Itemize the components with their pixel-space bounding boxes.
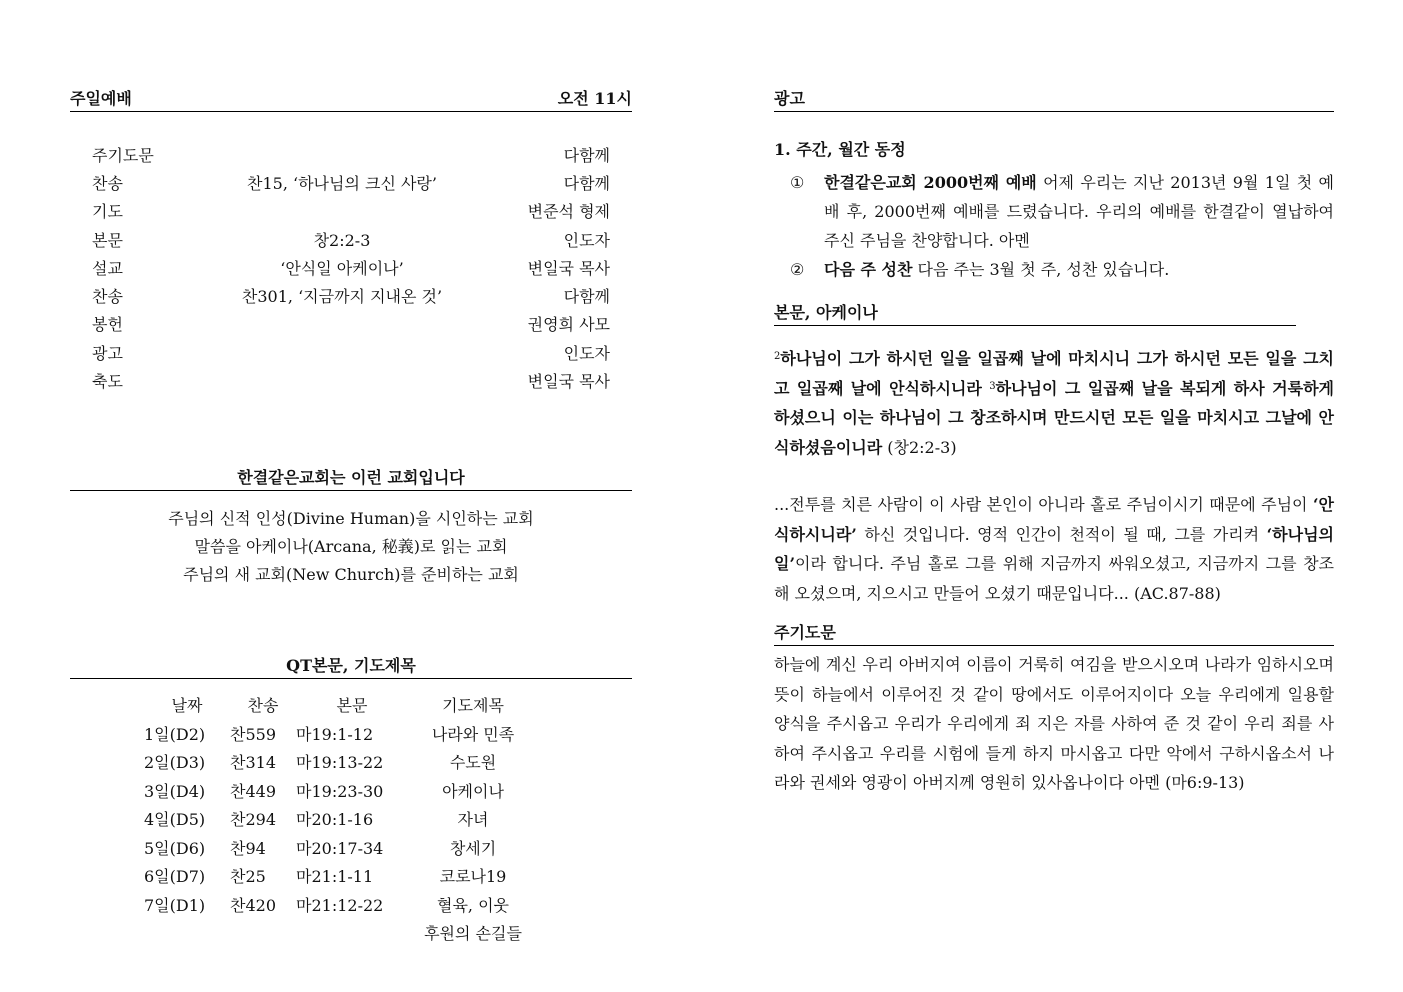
- arcana-header: [774, 302, 1296, 326]
- qt-date: 6일(D7): [144, 867, 206, 887]
- qt-col-prayer: 기도제목: [442, 696, 504, 716]
- order-item: 찬송: [92, 173, 123, 193]
- table-row: [144, 748, 538, 777]
- order-leader: 변준석 형제: [527, 202, 610, 222]
- order-row: [70, 338, 632, 366]
- qt-text: [296, 919, 408, 948]
- order-leader: 다함께: [563, 173, 610, 193]
- order-row: [70, 197, 632, 225]
- order-item: 축도: [92, 372, 123, 392]
- qt-date: 2일(D3): [144, 753, 206, 773]
- qt-date: 5일(D6): [144, 838, 206, 858]
- qt-hymn: 찬420: [230, 895, 276, 915]
- order-item: 찬송: [92, 287, 123, 307]
- lords-prayer-text: 하늘에 계신 우리 아버지여 이름이 거룩히 여김을 받으시오며 나라가 임하시오며 뜻이 하늘에서 이루어진 것 같이 땅에서도 이루어지이다 오늘 우리에게 일용할 양식을 주시옵고 우리가 우리에게 죄 지은 자를 사하여 준 것 같이 우리 죄를 사하여 주시옵고 우리를 시험에 들게 하지 마시옵고 다만 악에서 구하시옵소서 나라와 권세와 영광이 아버지께 영원히 있사옵나이다 아멘 (마6:9-13): [774, 655, 1334, 792]
- order-text: ‘안식일 아케이나’: [280, 258, 404, 278]
- qt-hymn: [230, 919, 296, 948]
- news-subtitle: 1. 주간, 월간 동정: [774, 140, 906, 159]
- order-leader: 인도자: [563, 343, 610, 363]
- qt-date: [144, 919, 230, 948]
- qt-header: [70, 655, 632, 679]
- qt-prayer: 수도원: [449, 753, 497, 773]
- qt-text: 마19:13-22: [296, 753, 384, 773]
- qt-col-hymn: 찬송: [247, 696, 279, 716]
- order-leader: 변일국 목사: [527, 258, 610, 278]
- qt-prayer: 혈육, 이웃: [437, 895, 509, 915]
- news-header: [774, 88, 1334, 112]
- order-leader: 인도자: [563, 230, 610, 250]
- qt-prayer: 창세기: [449, 838, 497, 858]
- commentary-text: 이라 합니다. 주님 홀로 그를 위해 지금까지 싸워오셨고, 지금까지 그를 창조해 오셨으며, 지으시고 만들어 오셨기 때문입니다... (AC.87-88): [774, 554, 1334, 603]
- qt-prayer: 후원의 손길들: [424, 924, 522, 944]
- qt-prayer: 코로나19: [439, 867, 507, 887]
- order-leader: 권영희 사모: [527, 315, 610, 335]
- news-item: [790, 168, 1334, 255]
- qt-hymn: 찬449: [230, 781, 276, 801]
- order-row: [70, 168, 632, 196]
- verse-number: 2: [774, 351, 781, 362]
- table-row: [144, 919, 538, 948]
- right-column: [774, 88, 1334, 798]
- table-row: [144, 862, 538, 891]
- commentary-emphasis: ‘하나님의 일’: [774, 524, 1334, 573]
- qt-text: 마21:1-11: [296, 867, 374, 887]
- news-item-number: ②: [790, 260, 805, 279]
- news-item-text: 어제 우리는 지난 2013년 9월 1일 첫 예배 후, 2000번째 예배를 드렸습니다. 우리의 예배를 한결같이 열납하여 주신 주님을 찬양합니다. 아멘: [824, 173, 1335, 250]
- order-leader: 변일국 목사: [527, 372, 610, 392]
- table-row: [144, 805, 538, 834]
- news-item-text: 다음 주는 3월 첫 주, 성찬 있습니다.: [912, 260, 1170, 279]
- left-column: [70, 88, 632, 947]
- qt-text: 마19:1-12: [296, 724, 374, 744]
- qt-prayer: 자녀: [457, 810, 489, 830]
- service-order: [70, 140, 632, 395]
- identity-line: 말씀을 아케이나(Arcana, 秘義)로 읽는 교회: [194, 536, 508, 556]
- qt-prayer: 나라와 민족: [431, 724, 515, 744]
- news-item-body: [824, 168, 1334, 255]
- qt-hymn: 찬559: [230, 724, 276, 744]
- commentary-emphasis: ‘안식하시니라’: [774, 495, 1334, 544]
- qt-hymn: 찬25: [230, 867, 266, 887]
- order-row: [70, 253, 632, 281]
- qt-date: 1일(D2): [144, 724, 206, 744]
- commentary-text: 하신 것입니다. 영적 인간이 천적이 될 때, 그를 가리켜: [856, 524, 1267, 544]
- news-title: 광고: [774, 89, 805, 108]
- prayer-header: [774, 622, 1334, 646]
- order-item: 본문: [92, 230, 123, 250]
- qt-table: [144, 691, 538, 948]
- order-leader: 다함께: [563, 145, 610, 165]
- table-row: [144, 833, 538, 862]
- order-row: [70, 140, 632, 168]
- order-text: 창2:2-3: [313, 230, 371, 250]
- arcana-title: 본문, 아케이나: [774, 303, 878, 322]
- order-item: 광고: [92, 343, 123, 363]
- table-row: [144, 890, 538, 919]
- qt-col-text: 본문: [336, 696, 368, 716]
- identity-line: 주님의 신적 인성(Divine Human)을 시인하는 교회: [168, 508, 534, 528]
- verse-text: 하나님이 그 일곱째 날을 복되게 하사 거룩하게 하셨으니 이는 하나님이 그 창조하시며 만드시던 모든 일을 마치시고 그날에 안식하셨음이니라: [774, 378, 1334, 457]
- arcana-commentary: [774, 490, 1334, 608]
- qt-date: 7일(D1): [144, 895, 206, 915]
- order-item: 설교: [92, 258, 123, 278]
- service-title: 주일예배: [70, 89, 132, 108]
- qt-text: 마20:1-16: [296, 810, 374, 830]
- qt-hymn: 찬94: [230, 838, 266, 858]
- qt-col-date: 날짜: [171, 696, 203, 716]
- qt-hymn: 찬314: [230, 753, 276, 773]
- scripture-verse: [774, 344, 1334, 462]
- qt-hymn: 찬294: [230, 810, 276, 830]
- verse-reference: (창2:2-3): [882, 437, 957, 457]
- verse-text: 하나님이 그가 하시던 일을 일곱째 날에 마치시니 그가 하시던 모든 일을 그치고 일곱째 날에 안식하시니라: [774, 349, 1334, 398]
- identity-title: 한결같은교회는 이런 교회입니다: [237, 467, 465, 487]
- identity-header: [70, 467, 632, 491]
- qt-date: 4일(D5): [144, 810, 206, 830]
- news-item-title: 한결같은교회 2000번째 예배: [824, 173, 1037, 192]
- qt-text: 마21:12-22: [296, 895, 384, 915]
- identity-line: 주님의 새 교회(New Church)를 준비하는 교회: [183, 564, 519, 584]
- qt-prayer: 아케이나: [442, 781, 504, 801]
- order-item: 기도: [92, 202, 123, 222]
- qt-header-row: [144, 691, 538, 720]
- order-text: 찬301, ‘지금까지 지내온 것’: [241, 287, 443, 307]
- qt-date: 3일(D4): [144, 781, 206, 801]
- table-row: [144, 776, 538, 805]
- news-item-body: [824, 255, 1334, 284]
- news-item-number: ①: [790, 173, 805, 192]
- order-item: 주기도문: [92, 145, 154, 165]
- prayer-title: 주기도문: [774, 623, 836, 642]
- table-row: [144, 719, 538, 748]
- order-leader: 다함께: [563, 287, 610, 307]
- news-item: [790, 255, 1334, 284]
- identity-lines: [70, 505, 632, 589]
- order-item: 봉헌: [92, 315, 123, 335]
- news-item-title: 다음 주 성찬: [824, 260, 913, 279]
- news-items: [774, 168, 1334, 284]
- order-row: [70, 281, 632, 309]
- qt-text: 마19:23-30: [296, 781, 384, 801]
- order-row: [70, 225, 632, 253]
- qt-text: 마20:17-34: [296, 838, 384, 858]
- service-time: 오전 11시: [557, 89, 632, 108]
- commentary-text: ...전투를 치른 사람이 이 사람 본인이 아니라 홀로 주님이시기 때문에 주님이: [774, 495, 1313, 514]
- verse-number: 3: [989, 380, 996, 392]
- qt-title: QT본문, 기도제목: [286, 655, 416, 675]
- service-header: [70, 88, 632, 112]
- order-text: 찬15, ‘하나님의 크신 사랑’: [247, 173, 437, 193]
- order-row: [70, 310, 632, 338]
- order-row: [70, 366, 632, 394]
